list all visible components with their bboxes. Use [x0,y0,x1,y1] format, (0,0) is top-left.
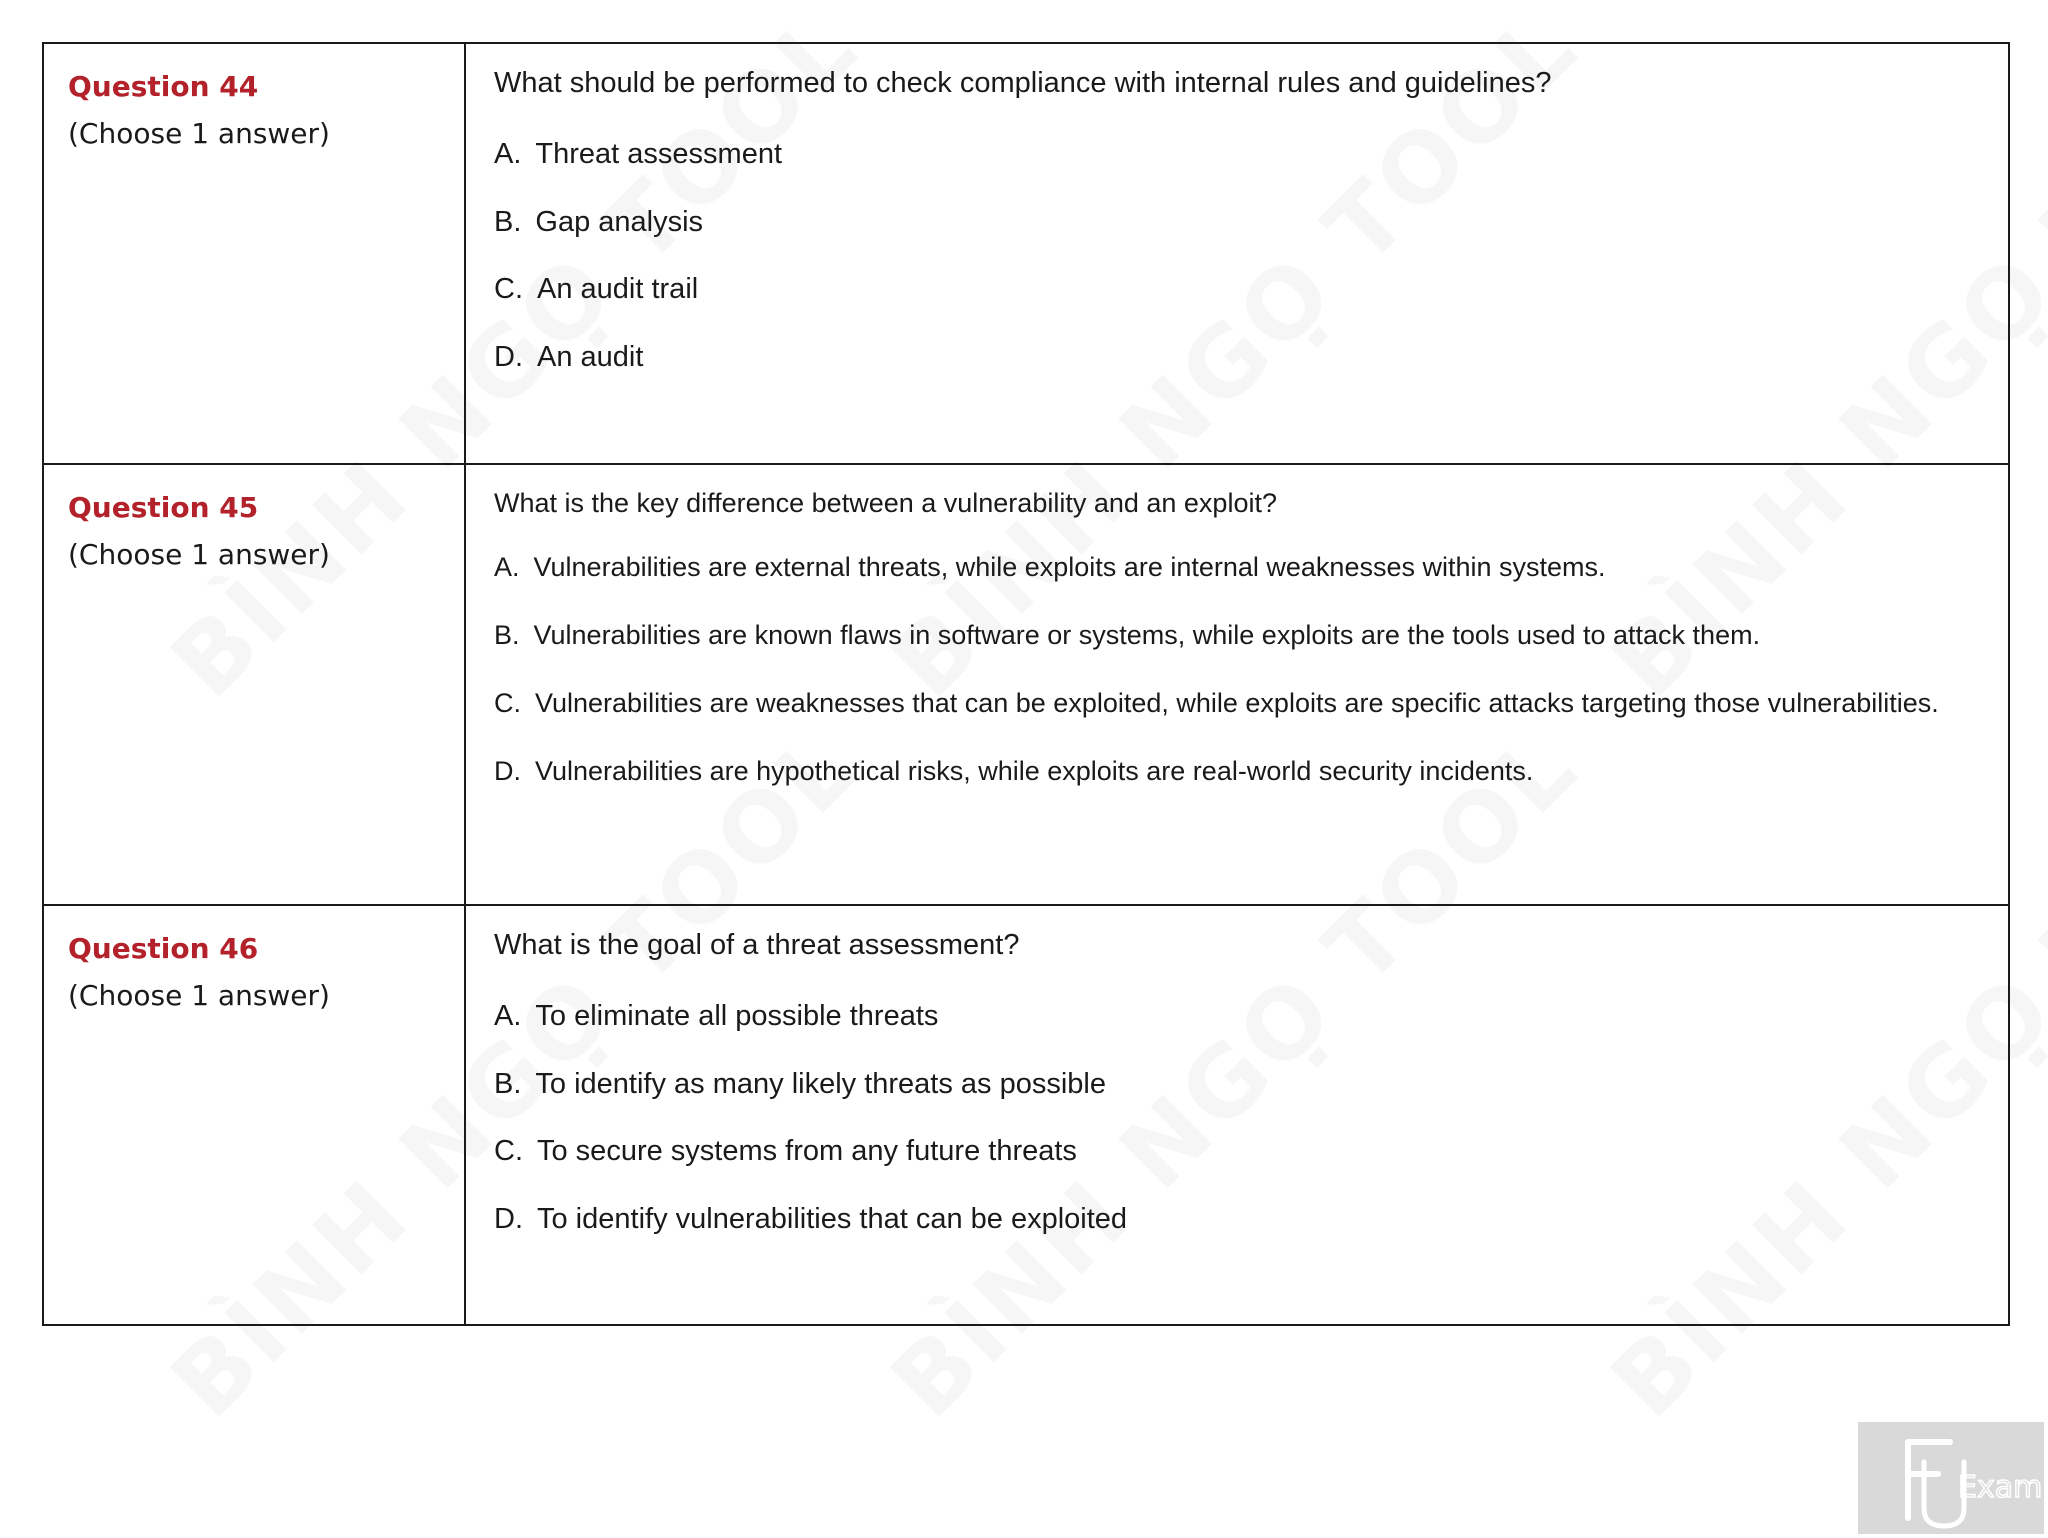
fu-exam-logo-graphic [1858,1422,2044,1534]
option-text: Vulnerabilities are weaknesses that can be exploited, while exploits are specific attacks targeting those vulnerabilities. [535,687,1939,718]
question-row [43,905,2009,1325]
answer-option-a[interactable] [494,137,1980,172]
answer-option-c[interactable] [494,687,1980,721]
option-text: To eliminate all possible threats [535,999,939,1032]
question-label-cell [43,905,465,1325]
option-letter: D. [494,755,521,786]
option-text: To secure systems from any future threats [537,1135,1077,1168]
choose-instruction: (Choose 1 answer) [68,117,330,150]
option-text: An audit [537,341,644,374]
question-row [43,43,2009,464]
answer-option-b[interactable] [494,205,1980,240]
option-letter: A. [494,999,522,1032]
answer-option-b[interactable] [494,619,1980,653]
answer-option-a[interactable] [494,999,1980,1034]
answer-option-c[interactable] [494,272,1980,307]
logo-text: Exam [1958,1470,2043,1505]
question-number: Question 46 [68,932,259,965]
question-label-cell [43,43,465,464]
option-text: Threat assessment [535,137,783,170]
option-letter: B. [494,1067,522,1100]
option-text: Vulnerabilities are external threats, while exploits are internal weaknesses within systems. [533,552,1606,583]
question-text: What is the goal of a threat assessment? [494,929,1020,961]
option-letter: A. [494,137,522,170]
option-letter: B. [494,205,522,238]
option-letter: D. [494,1203,523,1236]
question-number: Question 44 [68,70,259,103]
option-text: An audit trail [537,273,699,306]
question-text: What is the key difference between a vulnerability and an exploit? [494,488,1277,518]
option-letter: B. [494,620,520,651]
choose-instruction: (Choose 1 answer) [68,979,330,1012]
question-table [42,42,2010,1326]
question-number: Question 45 [68,491,259,524]
option-letter: A. [494,552,520,583]
question-content-cell [465,43,2009,464]
question-row [43,464,2009,905]
option-text: Vulnerabilities are hypothetical risks, while exploits are real-world security incidents. [535,755,1534,786]
option-text: To identify as many likely threats as possible [535,1067,1107,1100]
question-text: What should be performed to check compliance with internal rules and guidelines? [494,67,1552,99]
option-text: Gap analysis [535,205,704,238]
answer-option-d[interactable] [494,1202,1980,1237]
fu-exam-logo-icon [1858,1422,2044,1534]
answer-option-c[interactable] [494,1134,1980,1169]
option-letter: C. [494,687,521,718]
question-label-cell [43,464,465,905]
question-content-cell [465,905,2009,1325]
option-letter: D. [494,341,523,374]
option-text: Vulnerabilities are known flaws in software or systems, while exploits are the tools used to attack them. [533,620,1761,651]
answer-option-d[interactable] [494,340,1980,375]
question-content-cell [465,464,2009,905]
option-letter: C. [494,273,523,306]
answer-option-a[interactable] [494,551,1980,585]
option-text: To identify vulnerabilities that can be exploited [537,1203,1128,1236]
answer-option-b[interactable] [494,1067,1980,1102]
option-letter: C. [494,1135,523,1168]
answer-option-d[interactable] [494,755,1980,789]
choose-instruction: (Choose 1 answer) [68,538,330,571]
